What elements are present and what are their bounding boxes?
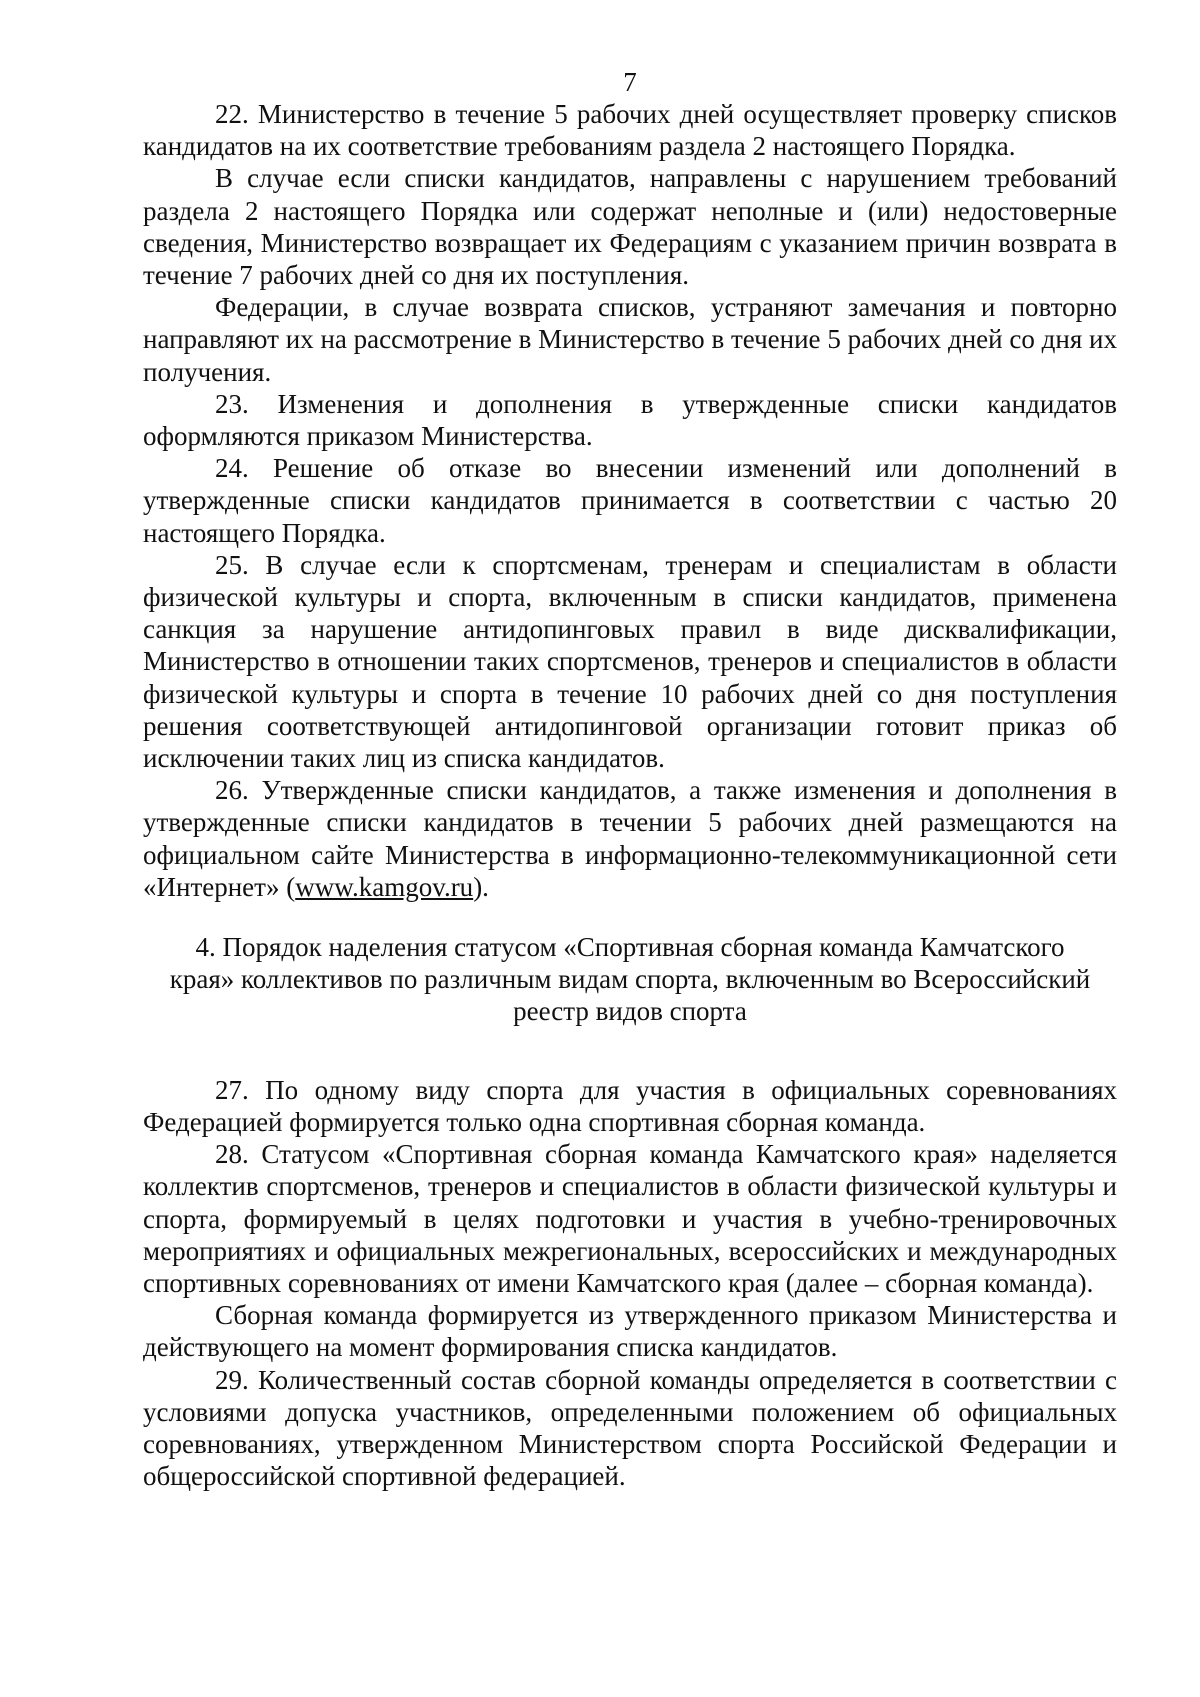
paragraph-26-tail: ).: [473, 871, 489, 902]
paragraph-27: 27. По одному виду спорта для участия в официальных соревнованиях Федерацией формируется только одна спортивная сборная команда.: [143, 1074, 1117, 1137]
paragraph-22: 22. Министерство в течение 5 рабочих дней осуществляет проверку списков кандидатов на их соответствие требованиям раздела 2 настоящего Порядка.: [143, 99, 1117, 162]
section-4-heading: [143, 931, 1117, 1028]
paragraph-23: 23. Изменения и дополнения в утвержденные списки кандидатов оформляются приказом Министерства.: [143, 388, 1117, 452]
section-heading-line-1: 4. Порядок наделения статусом «Спортивная сборная команда Камчатского: [195, 932, 1065, 963]
paragraph-29: 29. Количественный состав сборной команды определяется в соответствии с условиями допуска участников, определенными положением об официальных соревнованиях, утвержденном Министерством спорта Российской Федерации и общероссийской спортивной федерацией.: [143, 1364, 1117, 1492]
paragraph-24: 24. Решение об отказе во внесении изменений или дополнений в утвержденные списки кандидатов принимается в соответствии с частью 20 настоящего Порядка.: [143, 453, 1117, 548]
page-number: 7: [623, 67, 637, 97]
paragraph-28-team: Сборная команда формируется из утвержденного приказом Министерства и действующего на момент формирования списка кандидатов.: [143, 1300, 1117, 1363]
section-heading-line-3: реестр видов спорта: [513, 996, 747, 1027]
section-heading-line-2: края» коллективов по различным видам спорта, включенным во Всероссийский: [169, 964, 1091, 995]
paragraph-22-return: В случае если списки кандидатов, направлены с нарушением требований раздела 2 настоящего Порядка или содержат неполные и (или) недостоверные сведения, Министерство возвращает их Федерациям с указанием причин возврата в течение 7 рабочих дней со дня их поступления.: [143, 163, 1117, 291]
kamgov-link[interactable]: www.kamgov.ru: [295, 871, 474, 902]
paragraph-25: 25. В случае если к спортсменам, тренерам и специалистам в области физической культуры и спорта, включенным в списки кандидатов, применена санкция за нарушение антидопинговых правил в виде дисквалификации, Министерство в отношении таких спортсменов, тренеров и специалистов в области физической культуры и спорта в течение 10 рабочих дней со дня поступления решения соответствующей антидопинговой организации готовит приказ об исключении таких лиц из списка кандидатов.: [143, 549, 1117, 774]
paragraph-22-resubmit: Федерации, в случае возврата списков, устраняют замечания и повторно направляют их на рассмотрение в Министерство в течение 5 рабочих дней со дня их получения.: [143, 292, 1117, 387]
paragraph-26: [143, 774, 1117, 903]
paragraph-28: 28. Статусом «Спортивная сборная команда Камчатского края» наделяется коллектив спортсменов, тренеров и специалистов в области физической культуры и спорта, формируемый в целях подготовки и участия в учебно-тренировочных мероприятиях и официальных межрегиональных, всероссийских и международных спортивных соревнованиях от имени Камчатского края (далее – сборная команда).: [143, 1139, 1117, 1298]
paragraph-26-text: 26. Утвержденные списки кандидатов, а также изменения и дополнения в утвержденные списки кандидатов в течении 5 рабочих дней размещаются на официальном сайте Министерства в информационно-телекоммуникационной сети «Интернет» (: [143, 775, 1117, 902]
